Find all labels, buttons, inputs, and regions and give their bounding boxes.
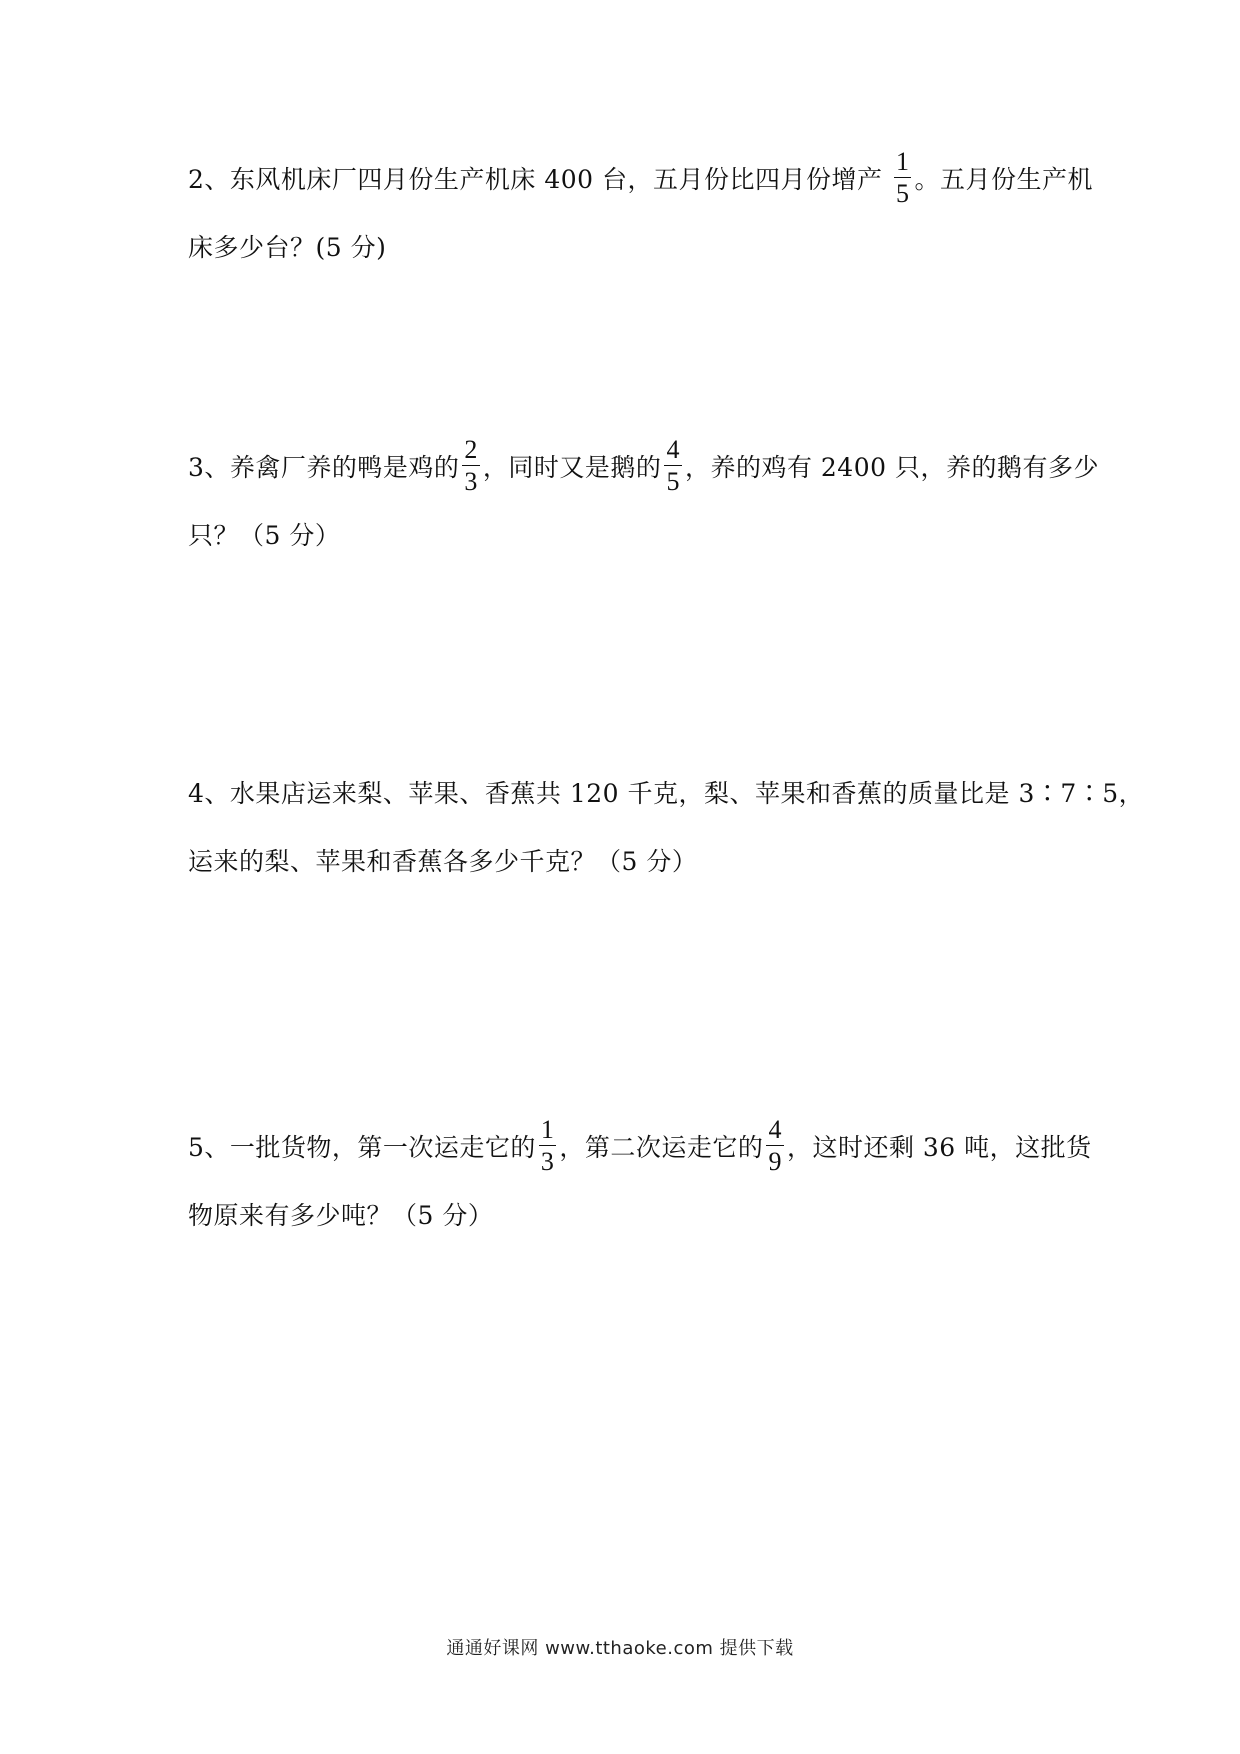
fraction-1-5 [894,146,912,208]
problem-3-text-b: ，同时又是鹅的 [482,453,662,482]
problem-2-text-a: 2、东风机床厂四月份生产机床 400 台，五月份比四月份增产 [188,165,891,194]
fraction-2-3 [462,434,480,496]
fraction-1-3 [539,1114,557,1176]
problem-2-text-b: 。五月份生产机 [914,165,1093,194]
fraction-numerator: 1 [540,1114,555,1144]
problem-5 [188,1114,1092,1250]
problem-2 [188,146,1093,282]
problem-3 [188,434,1099,570]
problem-3-line-1 [188,434,1099,502]
problem-2-line-1 [188,146,1093,214]
problem-5-text-c: ，这时还剩 36 吨，这批货 [786,1133,1092,1162]
problem-5-text-a: 5、一批货物，第一次运走它的 [188,1133,536,1162]
fraction-numerator: 1 [895,146,910,176]
problem-5-line-1 [188,1114,1092,1182]
fraction-numerator: 2 [464,434,478,464]
fraction-4-5 [664,434,682,496]
problem-4-line-2: 运来的梨、苹果和香蕉各多少千克？（5 分） [188,847,698,876]
fraction-denominator: 5 [895,178,910,208]
fraction-numerator: 4 [768,1114,782,1144]
fraction-denominator: 9 [768,1146,782,1176]
fraction-denominator: 3 [540,1146,555,1176]
fraction-4-9 [766,1114,784,1176]
problem-3-line-2: 只？（5 分） [188,521,341,550]
fraction-denominator: 5 [666,466,680,496]
problem-3-text-a: 3、养禽厂养的鸭是鸡的 [188,453,460,482]
page-footer: 通通好课网 www.tthaoke.com 提供下载 [446,1638,794,1659]
problem-4 [188,760,1145,896]
problem-2-line-2: 床多少台？(5 分) [188,233,387,262]
fraction-denominator: 3 [464,466,478,496]
fraction-numerator: 4 [666,434,680,464]
problem-5-line-2: 物原来有多少吨？（5 分） [188,1201,494,1230]
problem-3-text-c: ，养的鸡有 2400 只，养的鹅有多少 [684,453,1099,482]
problem-4-line-1: 4、水果店运来梨、苹果、香蕉共 120 千克，梨、苹果和香蕉的质量比是 3∶7∶5， [188,779,1145,808]
problem-5-text-b: ，第二次运走它的 [559,1133,764,1162]
